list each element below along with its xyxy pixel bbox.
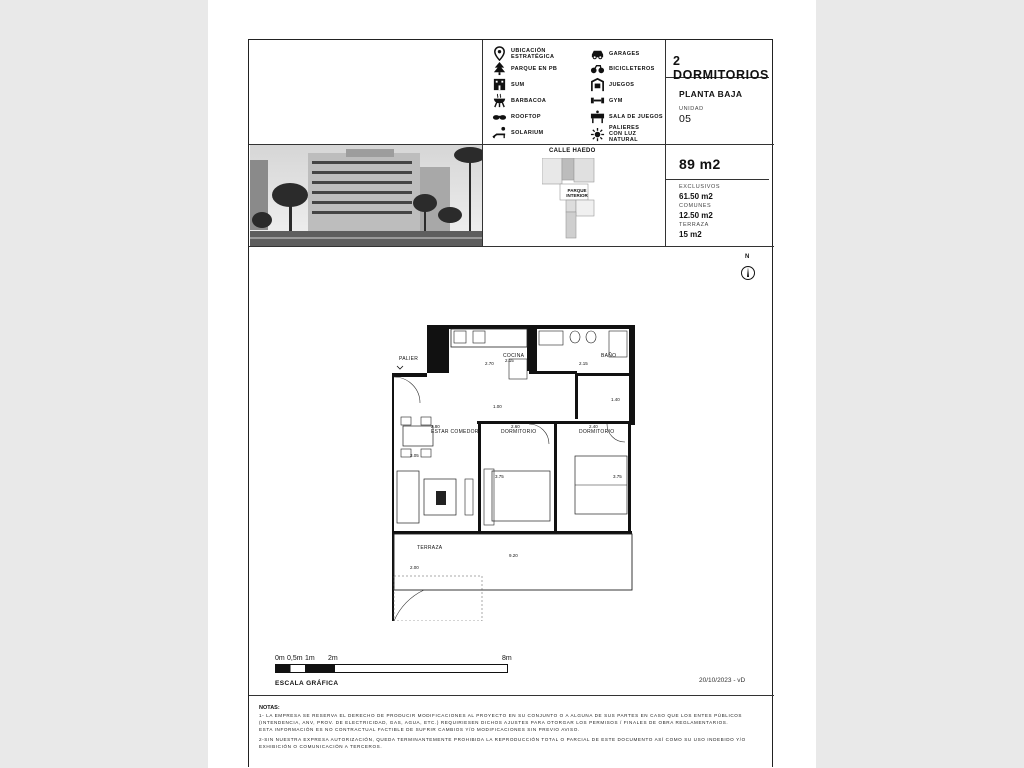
- dimension-label: 2.60: [511, 424, 520, 429]
- room-label-terraza: TERRAZA: [417, 545, 443, 551]
- floor-plan-sheet: [248, 39, 773, 767]
- amenity-ubicacion: [492, 46, 557, 61]
- location-pin-icon: [492, 46, 507, 61]
- unit-floor-plan: [379, 321, 641, 621]
- exclusivos-value: 61.50 m2: [679, 192, 713, 201]
- dimension-label: 1.40: [611, 397, 620, 402]
- dimension-label: 2.70: [485, 361, 494, 366]
- amenity-label: JUEGOS: [609, 81, 635, 88]
- note-line: 1- LA EMPRESA SE RESERVA EL DERECHO DE PRODUCIR MODIFICACIONES AL PROYECTO EN SU CONJUNTO O A ALGUNA DE SUS PARTES EN CASO QUE LOS ENTES PÚBLICOS: [259, 713, 743, 718]
- amenity-parque: [492, 61, 557, 76]
- amenity-garages: [590, 46, 640, 61]
- amenity-rooftop: [492, 109, 541, 124]
- total-area: 89 m2: [679, 156, 721, 172]
- amenity-label: PARQUE EN PB: [511, 65, 558, 72]
- dimension-label: 3.05: [410, 453, 419, 458]
- notes-title: NOTAS:: [259, 705, 280, 711]
- area-underline: [665, 179, 769, 180]
- room-label-palier: PALIER: [399, 356, 419, 362]
- grill-icon: [492, 93, 507, 108]
- scale-tick-8m: 8m: [502, 655, 512, 662]
- dimension-label: 3.75: [495, 474, 504, 479]
- amenity-label: PALIERES CON LUZ NATURAL: [609, 125, 640, 143]
- sun-lounger-icon: [492, 125, 507, 140]
- header-bottom-divider: [249, 246, 774, 247]
- amenity-gym: [590, 93, 623, 108]
- unit-number-label: UNIDAD: [679, 106, 704, 112]
- sunglasses-icon: [492, 109, 507, 124]
- dimension-label: 2.80: [431, 424, 440, 429]
- amenity-sum: [492, 77, 524, 92]
- floor-label: PLANTA BAJA: [679, 89, 743, 99]
- amenity-label: BICICLETEROS: [609, 65, 655, 72]
- site-location-map: [542, 158, 602, 240]
- amenity-label: BARBACOA: [511, 97, 547, 104]
- park-label: PARQUE INTERIOR: [566, 188, 588, 198]
- dimension-label: 2.00: [410, 565, 419, 570]
- amenity-sala-de-juegos: [590, 109, 663, 124]
- car-icon: [590, 46, 605, 61]
- scale-tick-05m: 0,5m: [287, 655, 303, 662]
- terraza-value: 15 m2: [679, 230, 702, 239]
- amenity-label: GYM: [609, 97, 623, 104]
- exclusivos-label: EXCLUSIVOS: [679, 184, 721, 190]
- amenity-palieres: [590, 125, 653, 143]
- dimension-label: 2.40: [589, 424, 598, 429]
- north-compass-icon: [740, 258, 756, 282]
- dimension-label: 3.75: [613, 474, 622, 479]
- scale-tick-2m: 2m: [328, 655, 338, 662]
- room-label-cocina: COCINA: [503, 353, 525, 359]
- dimension-label: 2.15: [579, 361, 588, 366]
- room-label-dormitorio-1: DORMITORIO: [501, 429, 537, 435]
- graphic-scale-bar: [275, 664, 509, 674]
- sunlight-icon: [590, 127, 605, 142]
- header-column-divider: [482, 40, 483, 247]
- amenity-barbacoa: [492, 93, 546, 108]
- unit-number: 05: [679, 113, 692, 125]
- note-line: EXHIBICIÓN O COMUNICACIÓN A TERCEROS.: [259, 744, 383, 749]
- terraza-label: TERRAZA: [679, 222, 709, 228]
- building-render-image: [250, 145, 482, 246]
- header-column-divider-right: [665, 40, 666, 247]
- comunes-label: COMUNES: [679, 203, 712, 209]
- amenity-label: SALA DE JUEGOS: [609, 113, 663, 120]
- dimension-label: 1.00: [493, 404, 502, 409]
- amenity-juegos: [590, 77, 634, 92]
- scale-tick-0m: 0m: [275, 655, 285, 662]
- note-line: (INTENDENCIA, ANV, PROV. DE ELECTRICIDAD, GAS, AGUA, ETC.) REQUIRIESEN DICHOS AJUSTES PARA OTORGAR LOS PERMISOS / FINALES DE OBRA REGLAMENTARIOS.: [259, 720, 729, 725]
- scale-label: ESCALA GRÁFICA: [275, 680, 339, 687]
- amenity-label: GARAGES: [609, 50, 640, 57]
- park-icon: [492, 61, 507, 76]
- compass-north-label: N: [745, 254, 750, 260]
- notes-divider: [249, 695, 774, 696]
- amenity-solarium: [492, 125, 544, 140]
- room-label-bano: BAÑO: [601, 353, 617, 359]
- room-label-dormitorio-2: DORMITORIO: [579, 429, 615, 435]
- amenity-label: SOLARIUM: [511, 129, 544, 136]
- amenity-label: UBICACIÓN ESTRATÉGICA: [511, 47, 555, 60]
- building-icon: [492, 77, 507, 92]
- scale-tick-1m: 1m: [305, 655, 315, 662]
- amenity-label: SUM: [511, 81, 525, 88]
- room-label-estar: ESTAR COMEDOR: [431, 429, 479, 435]
- amenity-bicicleteros: [590, 61, 655, 76]
- unit-title: 2 DORMITORIOS: [673, 54, 769, 82]
- dimension-label: 9.20: [509, 553, 518, 558]
- note-line: 2-SIN NUESTRA EXPRESA AUTORIZACIÓN, QUEDA TERMINANTEMENTE PROHIBIDA LA REPRODUCCIÓN TOTAL O PARCIAL DE ESTE DOCUMENTO ASÍ COMO SU USO INDEBIDO Y/O: [259, 737, 746, 742]
- document-date: 20/10/2023 - vD: [699, 677, 746, 684]
- dimension-label: 2.15: [505, 358, 514, 363]
- amenity-label: ROOFTOP: [511, 113, 541, 120]
- comunes-value: 12.50 m2: [679, 211, 713, 220]
- dumbbell-icon: [590, 93, 605, 108]
- note-line: ESTA INFORMACIÓN ES NO CONTRACTUAL FACTIBLE DE SUFRIR CAMBIOS Y/O MODIFICACIONES SIN PREVIO AVISO.: [259, 727, 580, 732]
- street-label: CALLE HAEDO: [549, 148, 596, 154]
- game-table-icon: [590, 109, 605, 124]
- playground-icon: [590, 77, 605, 92]
- bicycle-icon: [590, 61, 605, 76]
